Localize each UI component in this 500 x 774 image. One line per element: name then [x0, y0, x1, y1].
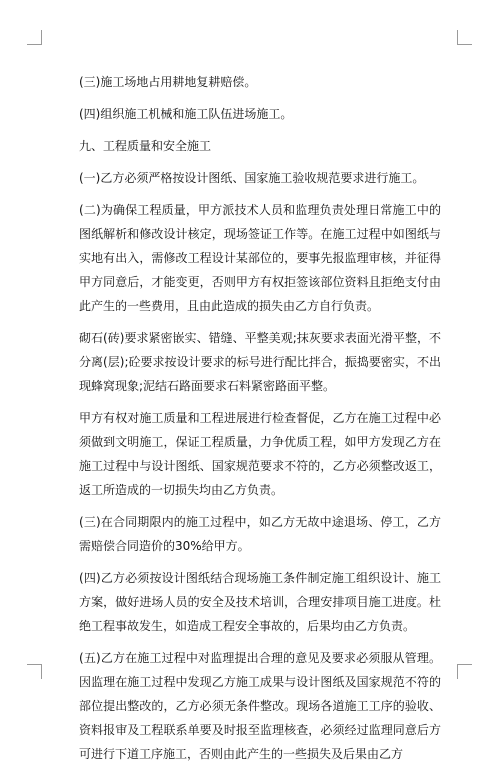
crop-mark-bottom-right [457, 664, 472, 679]
paragraph-strict-design-compliance: (一)乙方必须严格按设计图纸、国家施工验收规范要求进行施工。 [79, 171, 425, 185]
document-body [79, 70, 441, 774]
crop-mark-bottom-left [27, 664, 42, 679]
crop-mark-top-right [457, 30, 472, 45]
paragraph-masonry-requirements: 砌石(砖)要求紧密嵌实、错缝、平整美观;抹灰要求表面光滑平整，不分离(层);砼要求按设计要求的标号进行配比拌合，振捣要密实，不出现蜂窝现象;泥结石路面要求石料紧密路面平整。 [79, 331, 441, 393]
crop-mark-top-left [27, 30, 42, 45]
paragraph-construction-plan: (四)乙方必须按设计图纸结合现场施工条件制定施工组织设计、施工方案，做好进场人员的安全及技术培训，合理安排项目施工进度。杜绝工程事故发生，如造成工程安全事故的，后果均由乙方负责。 [79, 571, 441, 633]
paragraph-site-land-compensation: (三)施工场地占用耕地复耕赔偿。 [79, 75, 257, 89]
section-heading-quality-safety: 九、工程质量和安全施工 [79, 139, 212, 153]
paragraph-withdrawal-penalty: (三)在合同期限内的施工过程中，如乙方无故中途退场、停工，乙方需赔偿合同造价的30%给甲方。 [79, 515, 441, 553]
paragraph-supervision-compliance: (五)乙方在施工过程中对监理提出合理的意见及要求必须服从管理。因监理在施工过程中发现乙方施工成果与设计图纸及国家规范不符的部位提出整改的，乙方必须无条件整改。现场各道施工工序的验收、资料报审及工程联系单要及时报至监理核查，必须经过监理同意后方可进行下道工序施工，否则由此产生的一些损失及后果由乙方 [79, 651, 441, 761]
paragraph-inspection-rights: 甲方有权对施工质量和工程进展进行检查督促，乙方在施工过程中必须做到文明施工，保证工程质量，力争优质工程，如甲方发现乙方在施工过程中与设计图纸、国家规范要求不符的，乙方必须整改返工，返工所造成的一切损失均由乙方负责。 [79, 411, 441, 497]
paragraph-organize-machinery: (四)组织施工机械和施工队伍进场施工。 [79, 107, 293, 121]
paragraph-quality-assurance: (二)为确保工程质量，甲方派技术人员和监理负责处理日常施工中的图纸解析和修改设计核定，现场签证工作等。在施工过程中如图纸与实地有出入，需修改工程设计某部位的，要事先报监理审核，并征得甲方同意后，才能变更，否则甲方有权拒签该部位资料且拒绝支付由此产生的一些费用，且由此造成的损失由乙方自行负责。 [79, 203, 441, 313]
